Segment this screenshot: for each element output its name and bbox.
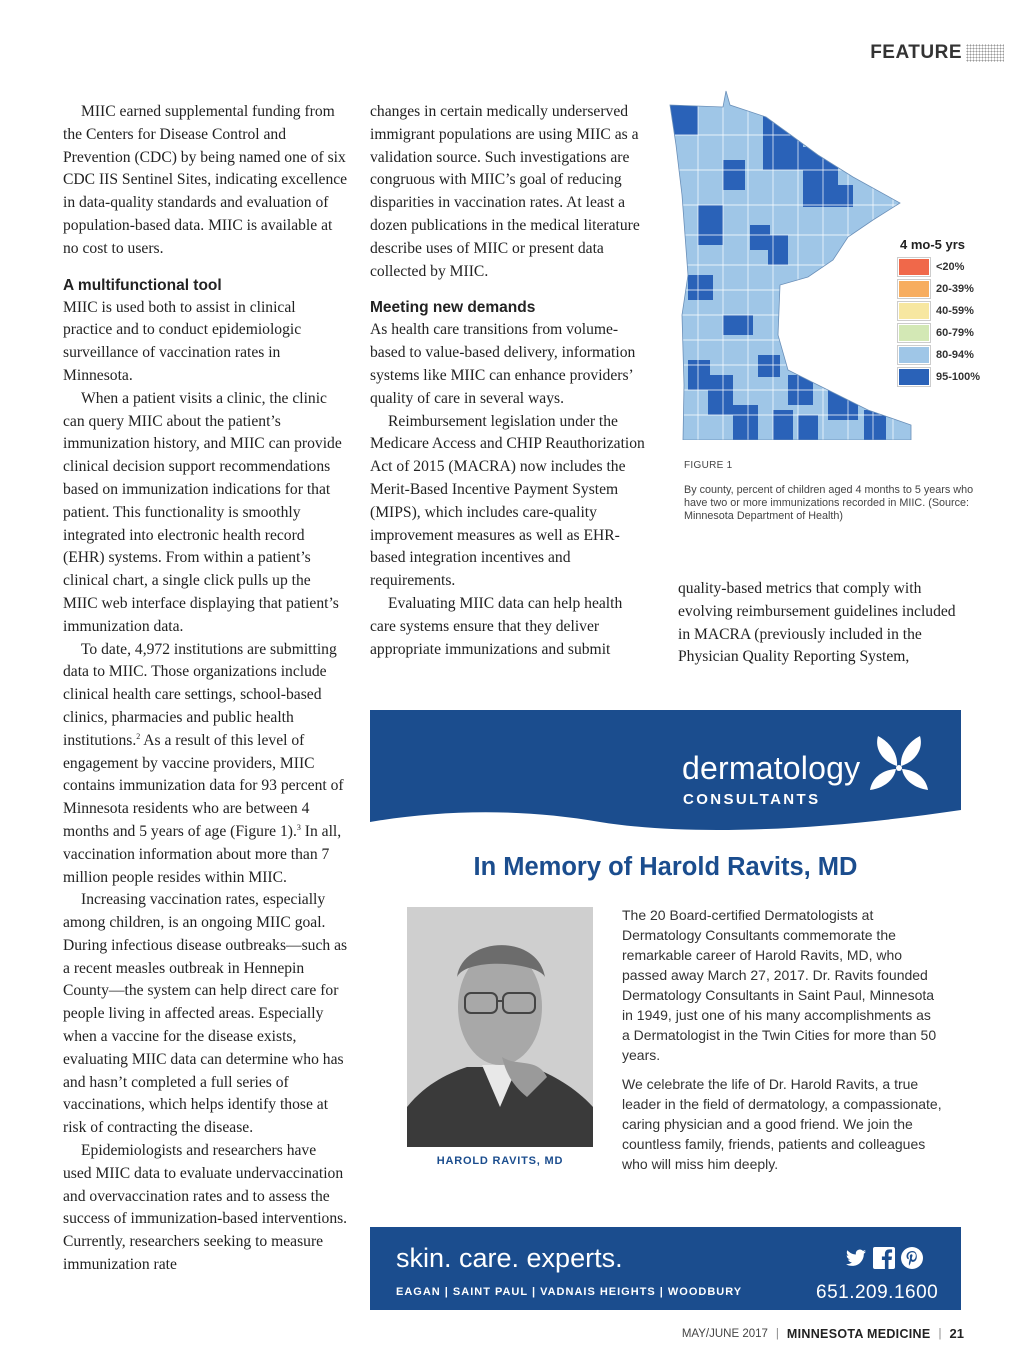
memorial-text	[622, 905, 942, 1183]
legend-item	[898, 278, 980, 300]
legend-label: <20%	[936, 261, 965, 273]
text-run: To date, 4,972 institutions are submitting data to MIIC. Those organizations include clinical health care settings, school-based clinics, pharmacies and public health institutions.	[63, 640, 337, 749]
section-heading: A multifunctional tool	[63, 276, 222, 294]
legend-label: 20-39%	[936, 283, 974, 295]
memorial-title: In Memory of Harold Ravits, MD	[473, 853, 858, 881]
paragraph: changes in certain medically underserved immigrant populations are using MIIC as a validation source. Such investigations are congruous with MIIC’s goal of reducing disparities in vaccination rates. At least a dozen publications in the medical literature describe uses of MIIC or present data collected by MIIC.	[370, 103, 640, 280]
portrait-photo	[407, 907, 593, 1147]
article-column-3	[678, 578, 962, 669]
legend-label: 60-79%	[936, 327, 974, 339]
magazine-name: MINNESOTA MEDICINE	[786, 1326, 931, 1341]
figure-caption	[684, 460, 974, 523]
paragraph: Increasing vaccination rates, especially among children, is an ongoing MIIC goal. During infectious disease outbreaks—such as a recent measles outbreak in Hennepin County—the system can help direct care for people living in affected areas. Especially when a vaccine for the disease exists, evaluating MIIC data can determine who has and hasn’t completed a full series of vaccinations, which helps identify those at risk of contracting the disease.	[63, 891, 348, 1137]
facebook-icon[interactable]	[872, 1246, 896, 1270]
minnesota-county-map	[668, 85, 913, 440]
footer-divider: |	[775, 1327, 779, 1340]
page-footer	[682, 1326, 964, 1341]
caption-text: By county, percent of children aged 4 months to 5 years who have two or more immunizations recorded in MIIC. (Source: Minnesota Department of Health)	[684, 484, 974, 522]
legend-item	[898, 300, 980, 322]
legend-swatch	[898, 280, 930, 298]
phone-number: 651.209.1600	[816, 1282, 939, 1303]
legend-label: 40-59%	[936, 305, 974, 317]
legend-swatch	[898, 368, 930, 386]
paragraph: MIIC is used both to assist in clinical practice and to conduct epidemiologic surveillance of vaccination rates in Minnesota.	[63, 298, 302, 384]
paragraph: When a patient visits a clinic, the clinic can query MIIC about the patient’s immunization history, and MIIC can provide clinical decision support recommendations based on immunization indications for that patient. This functionality is smoothly integrated into electronic health record (EHR) systems. From within a patient’s clinical chart, a single click pulls up the MIIC web interface displaying that patient’s immunization data.	[63, 389, 342, 635]
header-pattern	[966, 44, 1004, 62]
paragraph: We celebrate the life of Dr. Harold Ravits, a true leader in the field of dermatology, a compassionate, caring physician and a good friend. We join the countless family, friends, patients and colleagues who will miss him deeply.	[622, 1076, 942, 1172]
tagline: skin. care. experts.	[396, 1243, 623, 1273]
article-column-1	[63, 101, 348, 1277]
paragraph: As health care transitions from volume-based to value-based delivery, information systems like MIIC can enhance providers’ quality of care in several ways.	[370, 321, 636, 407]
figure-label: FIGURE 1	[684, 460, 733, 471]
logo-subtitle: CONSULTANTS	[683, 791, 821, 808]
twitter-icon[interactable]	[844, 1246, 868, 1270]
butterfly-logo-icon	[864, 732, 934, 802]
paragraph	[63, 639, 348, 890]
photo-caption: HAROLD RAVITS, MD	[436, 1155, 564, 1167]
paragraph: Epidemiologists and researchers have used MIIC data to evaluate undervaccination and overvaccination rates and to assess the success of immunization-based interventions. Currently, researchers seeking to measure immunization rate	[63, 1142, 348, 1274]
ad-footer-band	[370, 1227, 961, 1310]
legend-item	[898, 322, 980, 344]
text-run: As a result of this level of engagement by vaccine providers, MIIC contains immunization data for 93 percent of Minnesota residents who are between 4 months and 5 years of age (Figure 1).	[63, 731, 344, 840]
legend-swatch	[898, 346, 930, 364]
memorial-advertisement	[370, 710, 961, 1310]
legend-swatch	[898, 258, 930, 276]
footer-divider: |	[938, 1327, 942, 1340]
legend-item	[898, 256, 980, 278]
reference-3: 3	[296, 822, 301, 832]
paragraph: Reimbursement legislation under the Medicare Access and CHIP Reauthorization Act of 2015 (MACRA) now includes the Merit-Based Incentive Payment System (MIPS), which includes care-quality improvement measures as well as EHR-based integration incentives and requirements.	[370, 412, 645, 590]
text-run: In all, vaccination information about more than 7 million people resides within MIIC.	[63, 822, 342, 886]
legend-title: 4 mo-5 yrs	[900, 237, 966, 252]
issue-date: MAY/JUNE 2017	[681, 1327, 768, 1340]
legend-item	[898, 366, 980, 388]
reference-2: 2	[136, 731, 141, 741]
legend-label: 95-100%	[936, 371, 981, 383]
legend-item	[898, 344, 980, 366]
paragraph: Evaluating MIIC data can help health care systems ensure that they deliver appropriate immunizations and submit	[370, 594, 623, 658]
legend-swatch	[898, 324, 930, 342]
page-number: 21	[949, 1326, 964, 1341]
logo-wordmark: dermatology	[682, 750, 861, 786]
section-label: FEATURE	[870, 42, 962, 63]
locations: EAGAN | SAINT PAUL | VADNAIS HEIGHTS | WOODBURY	[396, 1286, 743, 1298]
legend-swatch	[898, 302, 930, 320]
paragraph: The 20 Board-certified Dermatologists at Dermatology Consultants commemorate the remarkable career of Harold Ravits, MD, who passed away March 27, 2017. Dr. Ravits founded Dermatology Consultants in Saint Paul, Minnesota in 1949, just one of his many accomplishments as a Dermatologist in the Twin Cities for more than 50 years.	[622, 907, 937, 1063]
social-links	[844, 1246, 924, 1270]
article-column-2	[370, 101, 652, 661]
legend-label: 80-94%	[936, 349, 974, 361]
county-grid	[668, 85, 913, 440]
section-heading: Meeting new demands	[370, 299, 536, 317]
map-legend	[898, 237, 980, 388]
paragraph: MIIC earned supplemental funding from the Centers for Disease Control and Prevention (CDC) by being named one of six CDC IIS Sentinel Sites, indicating excellence in data-quality standards and evaluation of population-based data. MIIC is available at no cost to users.	[63, 103, 348, 257]
pinterest-icon[interactable]	[900, 1246, 924, 1270]
paragraph: quality-based metrics that comply with evolving reimbursement guidelines included in MACRA (previously included in the Physician Quality Reporting System,	[678, 580, 956, 666]
